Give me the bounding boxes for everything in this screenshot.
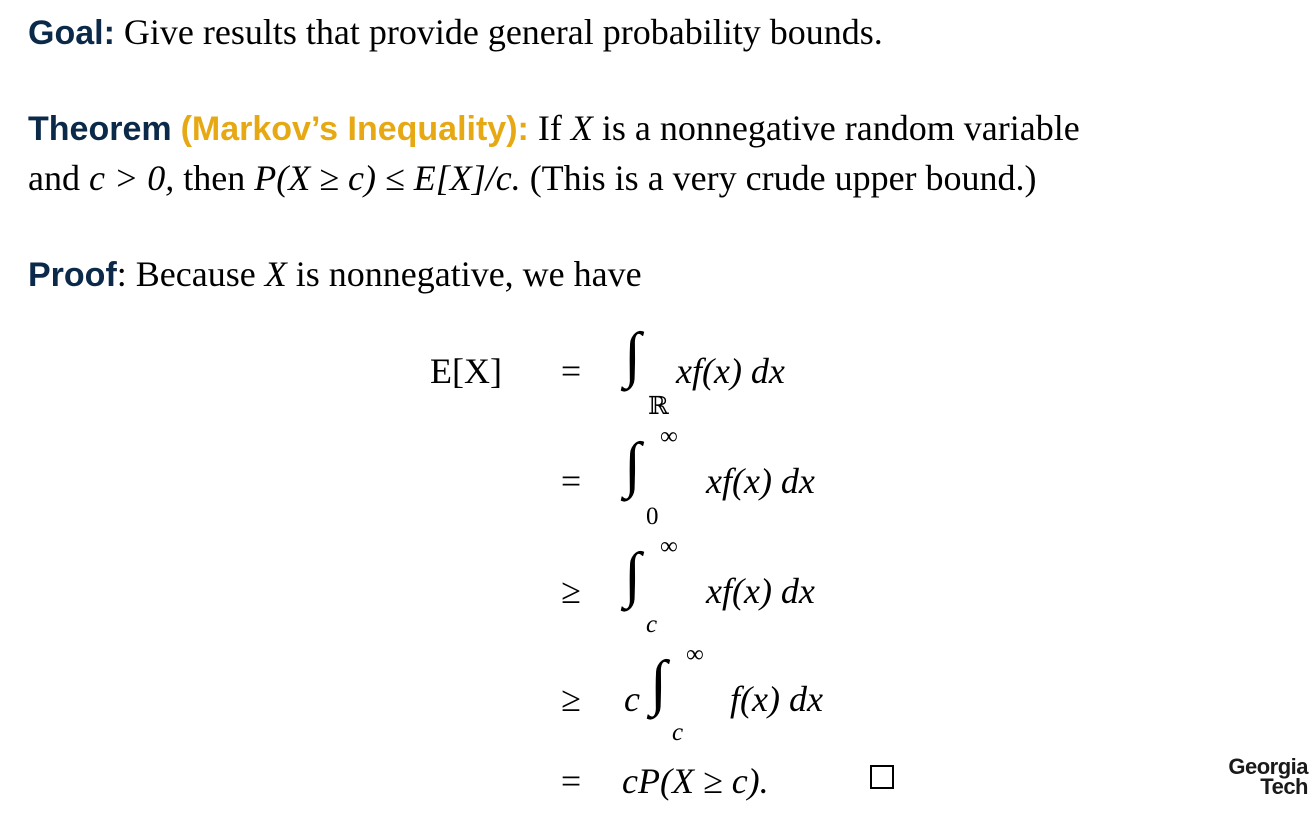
theorem-label: Theorem [28,110,172,148]
proof-text-post: is nonnegative, we have [295,254,642,294]
theorem-if: If [537,108,562,148]
integral-upper-limit-3: ∞ [660,533,678,560]
goal-label: Goal: [28,14,115,52]
integral-upper-limit-2: ∞ [660,423,678,450]
logo-line-1: Georgia [1228,754,1308,779]
goal-line [28,14,883,50]
equation-body-1: xf(x) dx [676,351,785,391]
equation-body-2: xf(x) dx [706,461,815,501]
proof-var-x: X [264,254,287,294]
integral-lower-limit-4: c [672,719,684,746]
equation-coefficient-4: c [624,679,640,719]
integral-sign-2: ∫ [624,431,641,499]
equation-relation-4: ≥ [561,679,581,719]
equation-body-3: xf(x) dx [706,571,815,611]
proof-text-pre: Because [135,254,256,294]
equation-relation-3: ≥ [561,571,581,611]
theorem-var-x: X [570,108,593,148]
theorem-line-2 [28,160,1037,196]
proof-label: Proof [28,256,117,294]
equation-relation-2: = [560,461,582,501]
theorem-line-1 [28,110,1080,146]
theorem-and: and [28,158,80,198]
theorem-name: (Markov’s Inequality): [180,110,529,148]
equation-relation-1: = [560,351,582,391]
integral-upper-limit-4: ∞ [686,641,704,668]
equation-body-5: cP(X ≥ c). [622,761,769,801]
proof-colon: : [116,254,127,294]
theorem-condition: c > 0, [88,158,175,198]
equation-relation-5: = [560,761,582,801]
theorem-note: (This is a very crude upper bound.) [529,158,1037,198]
integral-sign-3: ∫ [624,541,641,609]
integral-lower-limit-1: ℝ [648,393,669,420]
integral-sign-1: ∫ [624,321,641,389]
georgia-tech-logo [1228,754,1308,799]
integral-lower-limit-2: 0 [646,503,659,530]
qed-box [870,765,894,789]
theorem-then: then [183,158,246,198]
equation-body-4: f(x) dx [730,679,823,719]
logo-line-2: Tech [1260,774,1308,799]
integral-sign-4: ∫ [650,649,667,717]
equation-lhs: E[X] [430,351,502,391]
theorem-line1-post: is a nonnegative random variable [601,108,1080,148]
goal-text: Give results that provide general probability bounds. [123,12,883,52]
integral-lower-limit-3: c [646,611,658,638]
proof-line [28,256,642,292]
theorem-statement: P(X ≥ c) ≤ E[X]/c. [254,158,521,198]
